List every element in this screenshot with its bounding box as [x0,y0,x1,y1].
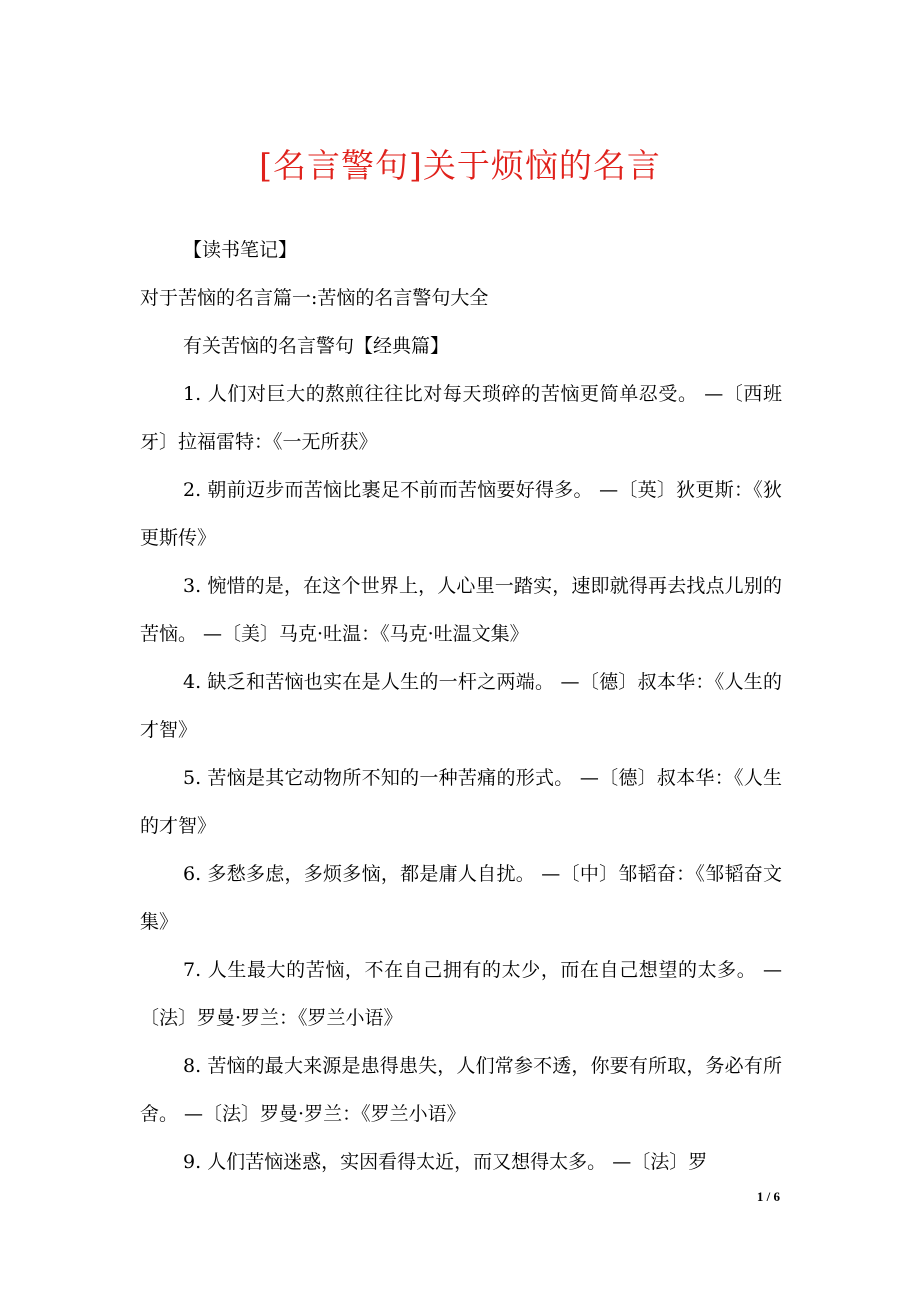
quote-paragraph: 2. 朝前迈步而苦恼比裹足不前而苦恼要好得多。 —〔英〕狄更斯：《狄更斯传》 [140,479,782,549]
quote-paragraph: 5. 苦恼是其它动物所不知的一种苦痛的形式。 —〔德〕叔本华：《人生的才智》 [140,767,782,837]
document-body [140,226,782,1186]
section-heading: 有关苦恼的名言警句【经典篇】 [183,335,450,357]
document-title: [名言警句]关于烦恼的名言 [259,146,661,185]
quote-paragraph: 3. 惋惜的是，在这个世界上，人心里一踏实，速即就得再去找点儿别的苦恼。 —〔美〕马克·吐温：《马克·吐温文集》 [140,575,782,645]
article-subtitle: 对于苦恼的名言篇一:苦恼的名言警句大全 [140,287,489,309]
quote-paragraph: 7. 人生最大的苦恼，不在自己拥有的太少，而在自己想望的太多。 —〔法〕罗曼·罗兰：《罗兰小语》 [140,959,782,1029]
quote-paragraph: 1. 人们对巨大的熬煎往往比对每天琐碎的苦恼更简单忍受。 —〔西班牙〕拉福雷特：《一无所获》 [140,383,782,453]
page-number: 1 / 6 [756,1189,780,1204]
quote-paragraph: 4. 缺乏和苦恼也实在是人生的一杆之两端。 —〔德〕叔本华：《人生的才智》 [140,671,782,741]
reading-notes-tag: 【读书笔记】 [183,239,298,261]
quote-paragraph: 6. 多愁多虑，多烦多恼，都是庸人自扰。 —〔中〕邹韬奋：《邹韬奋文集》 [140,863,782,933]
quote-paragraph: 9. 人们苦恼迷惑，实因看得太近，而又想得太多。 —〔法〕罗 [183,1151,708,1173]
quote-paragraph: 8. 苦恼的最大来源是患得患失，人们常参不透，你要有所取，务必有所舍。 —〔法〕罗曼·罗兰：《罗兰小语》 [140,1055,782,1125]
